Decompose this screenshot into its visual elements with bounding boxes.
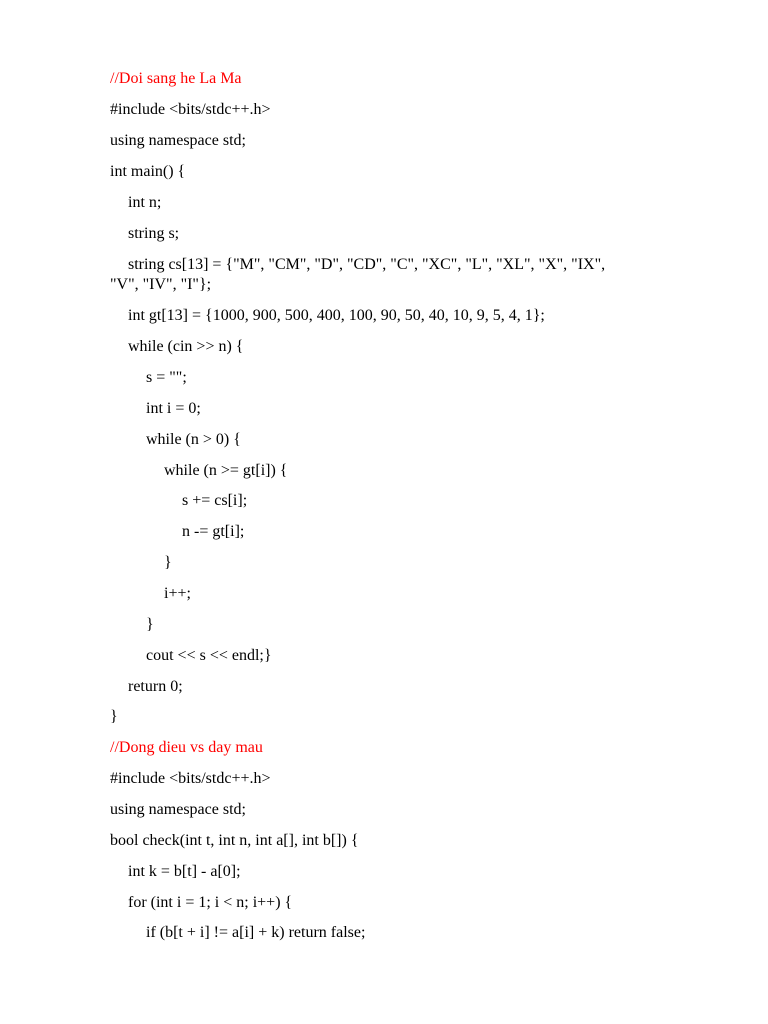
code-line: while (n > 0) {	[146, 431, 241, 448]
code-line: #include <bits/stdc++.h>	[110, 101, 271, 118]
code-line: }	[146, 616, 154, 633]
code-line: s += cs[i];	[182, 492, 248, 509]
code-line: return 0;	[128, 678, 183, 695]
code-line: bool check(int t, int n, int a[], int b[]) {	[110, 832, 359, 849]
code-line: int i = 0;	[146, 400, 201, 417]
code-line: if (b[t + i] != a[i] + k) return false;	[146, 924, 366, 941]
code-line: string s;	[128, 225, 180, 242]
code-line: s = "";	[146, 369, 187, 386]
comment-line: //Dong dieu vs day mau	[110, 739, 263, 756]
code-line: using namespace std;	[110, 801, 246, 818]
code-line: n -= gt[i];	[182, 523, 245, 540]
code-line: string cs[13] = {"M", "CM", "D", "CD", "C", "XC", "L", "XL", "X", "IX",	[128, 256, 606, 273]
code-line: "V", "IV", "I"};	[110, 276, 212, 293]
code-line: int main() {	[110, 163, 186, 180]
code-line: using namespace std;	[110, 132, 246, 149]
code-line: }	[110, 708, 118, 725]
code-line: while (cin >> n) {	[128, 338, 244, 355]
code-line: int k = b[t] - a[0];	[128, 863, 241, 880]
comment-line: //Doi sang he La Ma	[110, 70, 242, 87]
code-line: #include <bits/stdc++.h>	[110, 770, 271, 787]
code-line: int gt[13] = {1000, 900, 500, 400, 100, 90, 50, 40, 10, 9, 5, 4, 1};	[128, 307, 545, 324]
code-line: while (n >= gt[i]) {	[164, 462, 288, 479]
code-line: }	[164, 554, 172, 571]
code-line: cout << s << endl;}	[146, 647, 272, 664]
code-line: i++;	[164, 585, 191, 602]
code-line: int n;	[128, 194, 162, 211]
code-line: for (int i = 1; i < n; i++) {	[128, 894, 293, 911]
